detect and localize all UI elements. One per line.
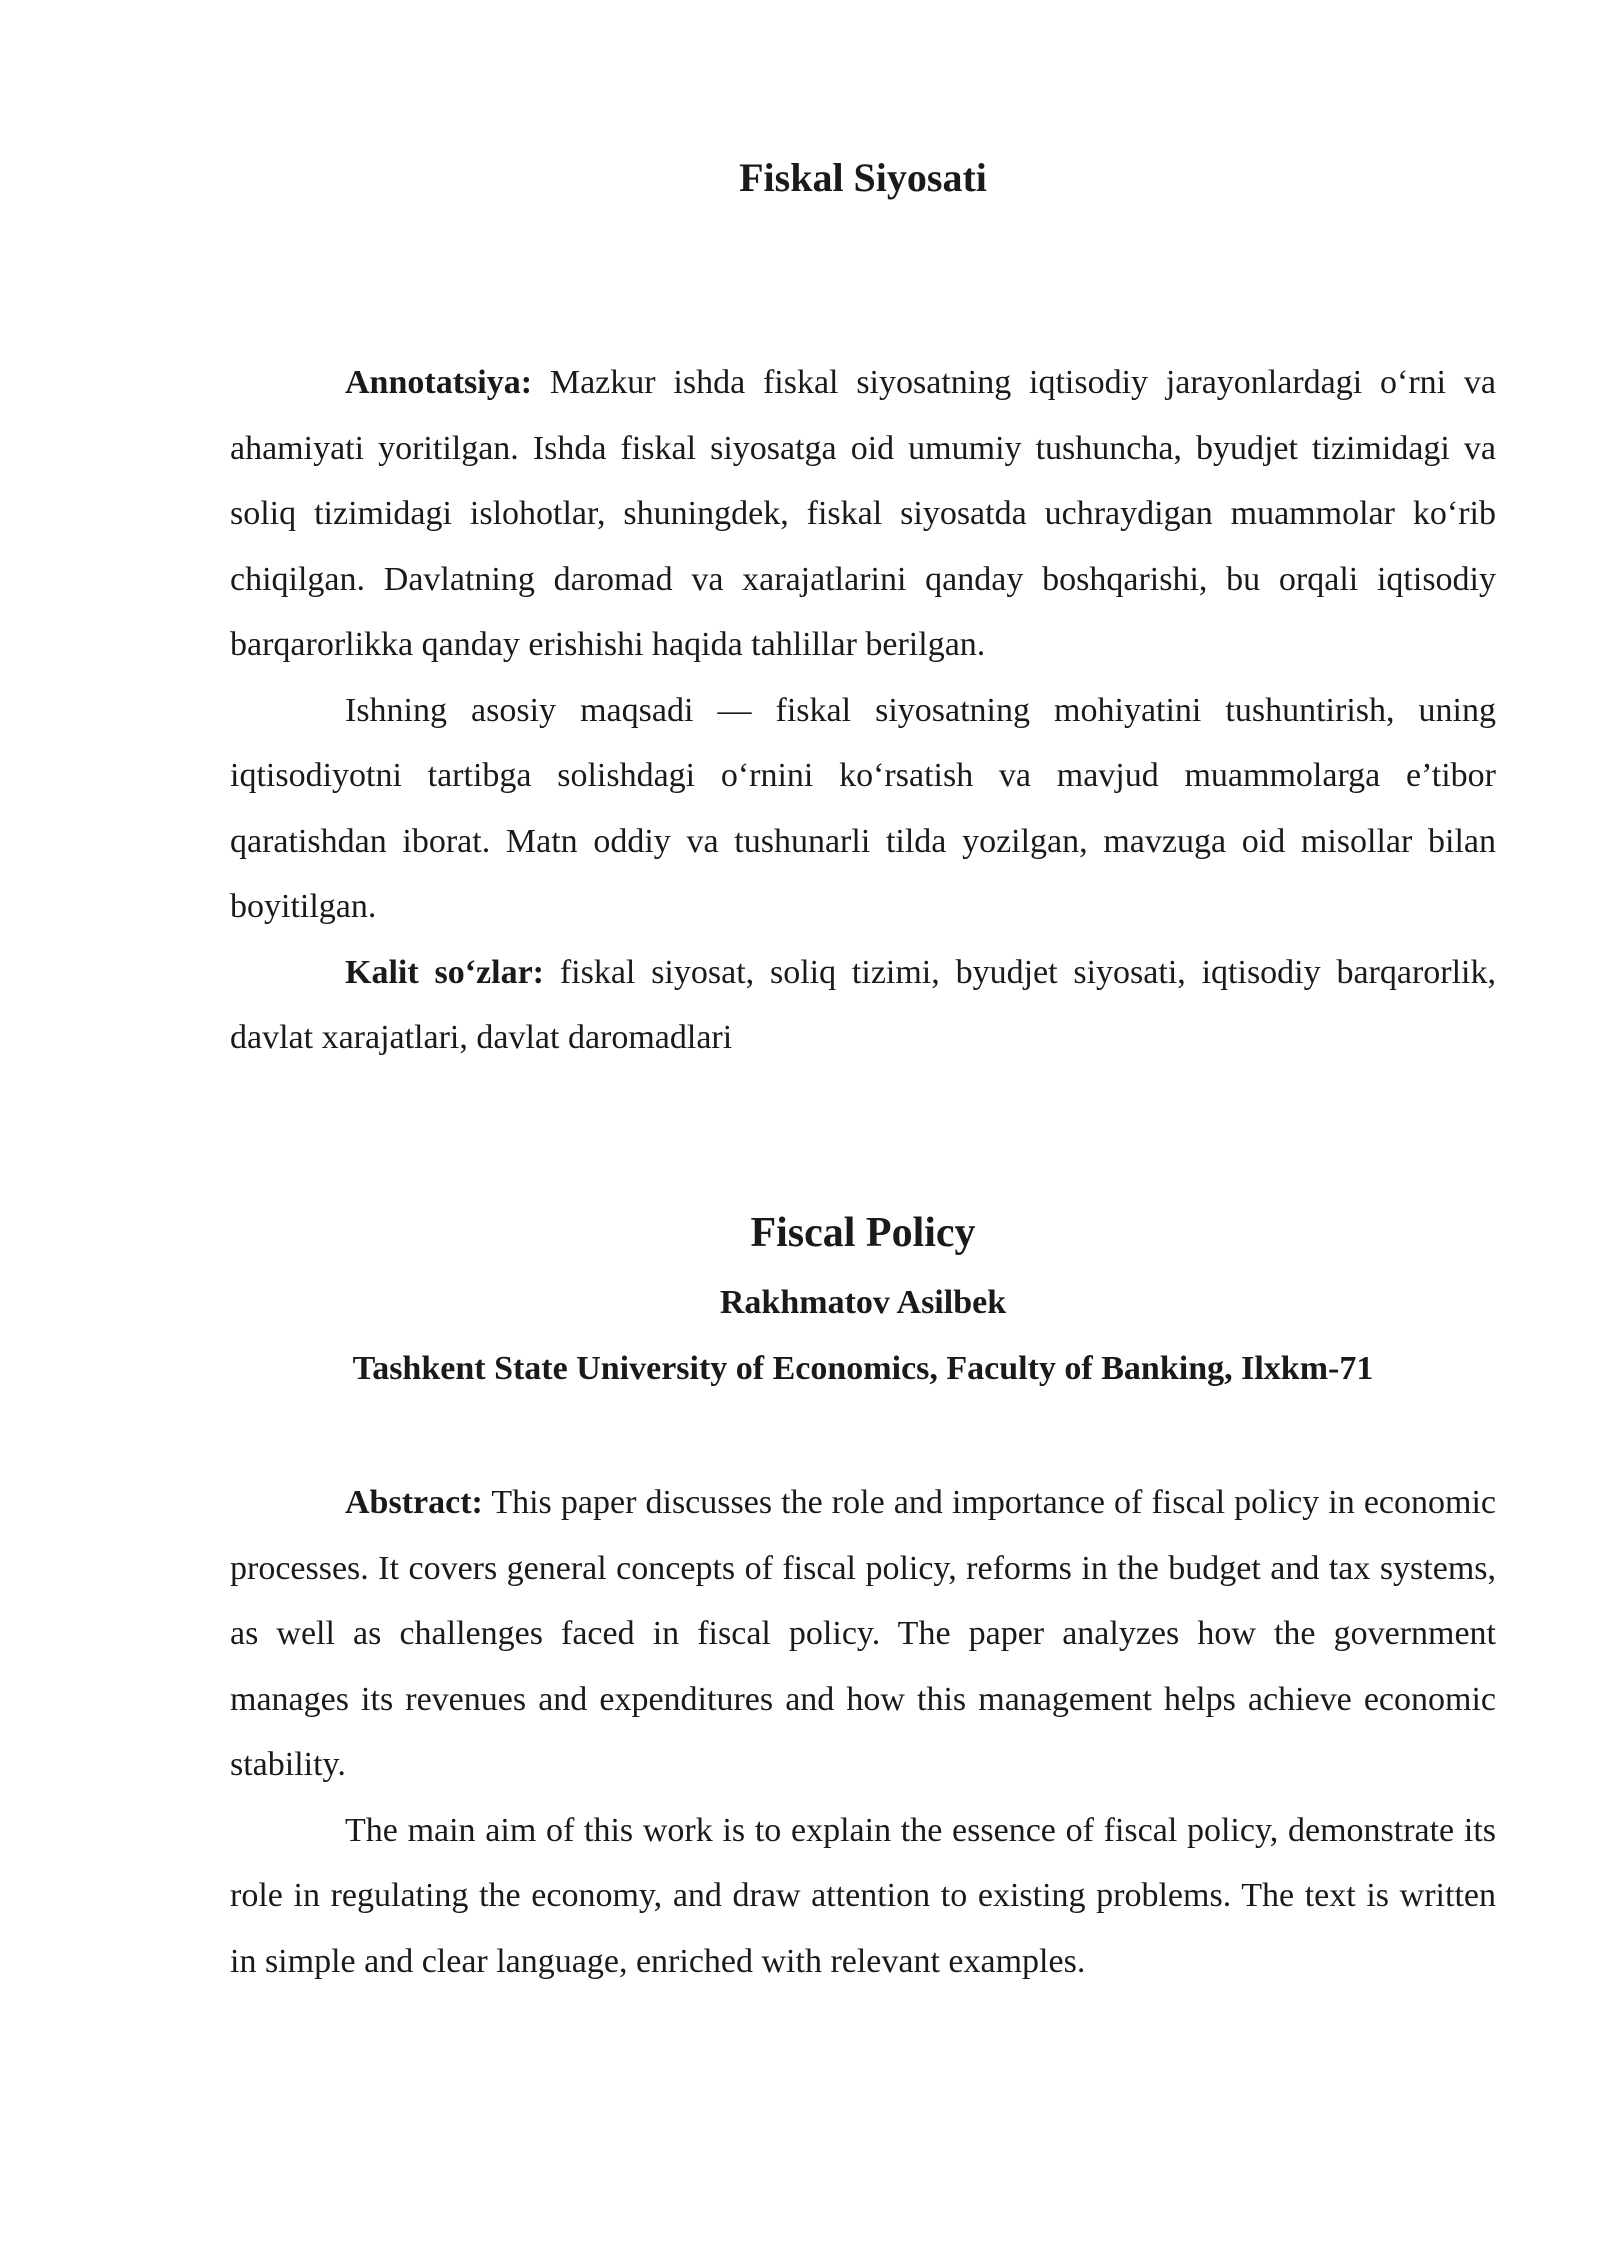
uzbek-title: Fiskal Siyosati xyxy=(739,155,987,200)
uzbek-keywords-paragraph xyxy=(230,940,1496,1071)
abstract-text: This paper discusses the role and importance of fiscal policy in economic processes. It covers general concepts of fiscal policy, reforms in the budget and tax systems, as well as challenges faced in fiscal policy. The paper analyzes how the government manages its revenues and expenditures and how this management helps achieve economic stability. xyxy=(230,1484,1496,1783)
english-aim-paragraph: The main aim of this work is to explain the essence of fiscal policy, demonstrate its role in regulating the economy, and draw attention to existing problems. The text is written in simple and clear language, enriched with relevant examples. xyxy=(230,1811,1496,1980)
uzbek-annotation-section xyxy=(230,350,1496,1071)
abstract-label: Abstract: xyxy=(345,1484,483,1521)
uzbek-annotation-paragraph xyxy=(230,350,1496,678)
annotation-text: Mazkur ishda fiskal siyosatning iqtisodiy jarayonlardagi o‘rni va ahamiyati yoritilgan. Ishda fiskal siyosatga oid umumiy tushuncha, byudjet tizimidagi va soliq tizimidagi islohotlar, shuningdek, fiskal siyosatda uchraydigan muammolar ko‘rib chiqilgan. Davlatning daromad va xarajatlarini qanday boshqarishi, bu orqali iqtisodiy barqarorlikka qanday erishishi haqida tahlillar berilgan. xyxy=(230,364,1496,663)
keywords-text: fiskal siyosat, soliq tizimi, byudjet siyosati, iqtisodiy barqarorlik, davlat xarajatlari, davlat daromadlari xyxy=(230,953,1496,1056)
english-title: Fiscal Policy xyxy=(750,1210,976,1256)
author-name: Rakhmatov Asilbek xyxy=(719,1284,1007,1321)
uzbek-aim-paragraph: Ishning asosiy maqsadi — fiskal siyosatning mohiyatini tushuntirish, uning iqtisodiyotni tartibga solishdagi o‘rnini ko‘rsatish va mavjud muammolarga e’tibor qaratishdan iborat. Matn oddiy va tushunarli tilda yozilgan, mavzuga oid misollar bilan boyitilgan. xyxy=(230,691,1496,925)
author-affiliation: Tashkent State University of Economics, Faculty of Banking, Ilxkm-71 xyxy=(352,1350,1374,1387)
english-abstract-section xyxy=(230,1470,1496,1994)
keywords-label: Kalit so‘zlar: xyxy=(345,953,544,991)
annotation-label: Annotatsiya: xyxy=(345,364,533,401)
english-abstract-paragraph xyxy=(230,1470,1496,1798)
